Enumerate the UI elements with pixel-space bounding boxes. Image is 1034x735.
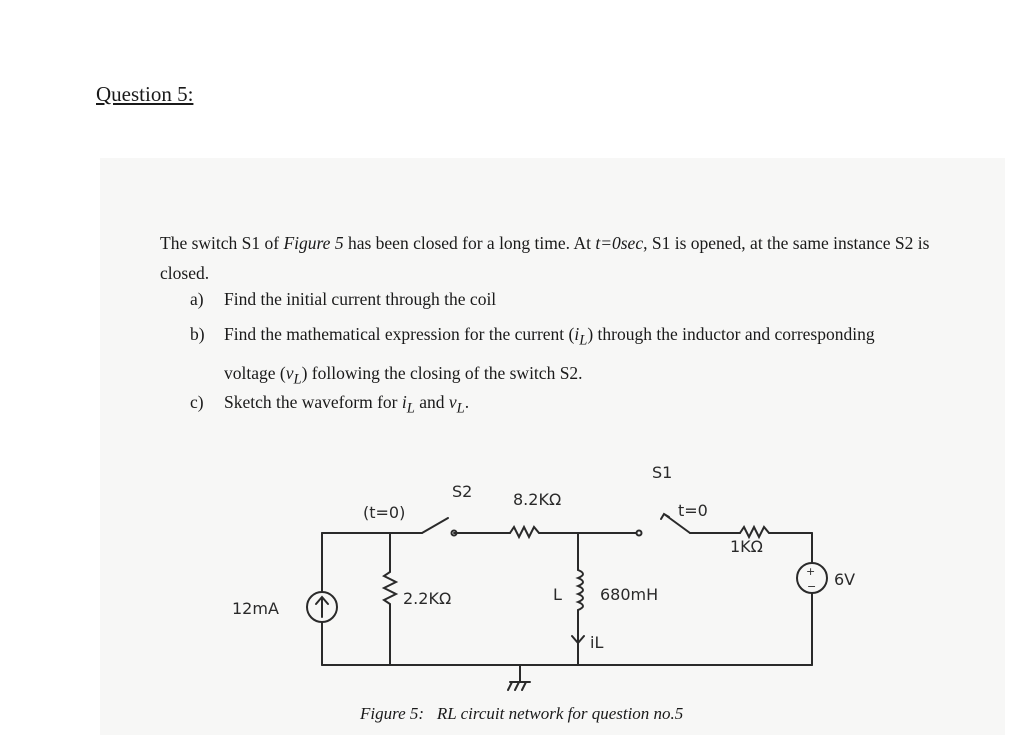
current-source-label: 12mA — [232, 599, 279, 618]
part-b: b) Find the mathematical expression for the current $(i_L)$ through the inductor and corresponding voltage $(v_L)$ following the closing of the switch S2. — [190, 324, 875, 387]
voltage-minus-icon: − — [807, 580, 817, 593]
switch-s2-time: (t=0) — [363, 503, 406, 522]
switch-s2-label: S2 — [452, 482, 473, 501]
part-c: c) Sketch the waveform for $i_L$ and $v_L$. — [190, 392, 470, 417]
figure-caption: Figure 5: RL circuit network for question no.5 — [360, 704, 684, 723]
resistor-8k2-label: 8.2KΩ — [513, 490, 562, 509]
switch-s1-contact — [637, 531, 642, 536]
inductor-label: L — [553, 585, 562, 604]
switch-s2-blade — [422, 518, 448, 533]
switch-s1-time: t=0 — [678, 501, 708, 520]
resistor-2k2-label: 2.2KΩ — [403, 589, 452, 608]
inductor-value: 680mH — [600, 585, 659, 604]
arrow-up-icon — [316, 597, 328, 617]
voltage-plus-icon: + — [806, 565, 816, 578]
resistor-8k2-zigzag — [510, 527, 578, 537]
problem-statement: The switch S1 of Figure 5 has been closed for a long time. At t=0sec, S1 is opened, at the same instance S2 is closed. — [160, 233, 930, 283]
arrow-down-icon — [572, 620, 584, 643]
ground-icon — [508, 665, 530, 690]
voltage-source-label: 6V — [834, 570, 856, 589]
part-a: a) Find the initial current through the coil — [190, 289, 497, 309]
question-heading: Question 5: — [96, 82, 194, 106]
resistor-1k-label: 1KΩ — [730, 537, 763, 556]
switch-s1-label: S1 — [652, 463, 673, 482]
resistor-1k-zigzag — [740, 527, 812, 537]
resistor-2k2-zigzag — [384, 533, 396, 665]
inductor-current-label: iL — [590, 633, 604, 652]
inductor-coil — [578, 570, 583, 610]
